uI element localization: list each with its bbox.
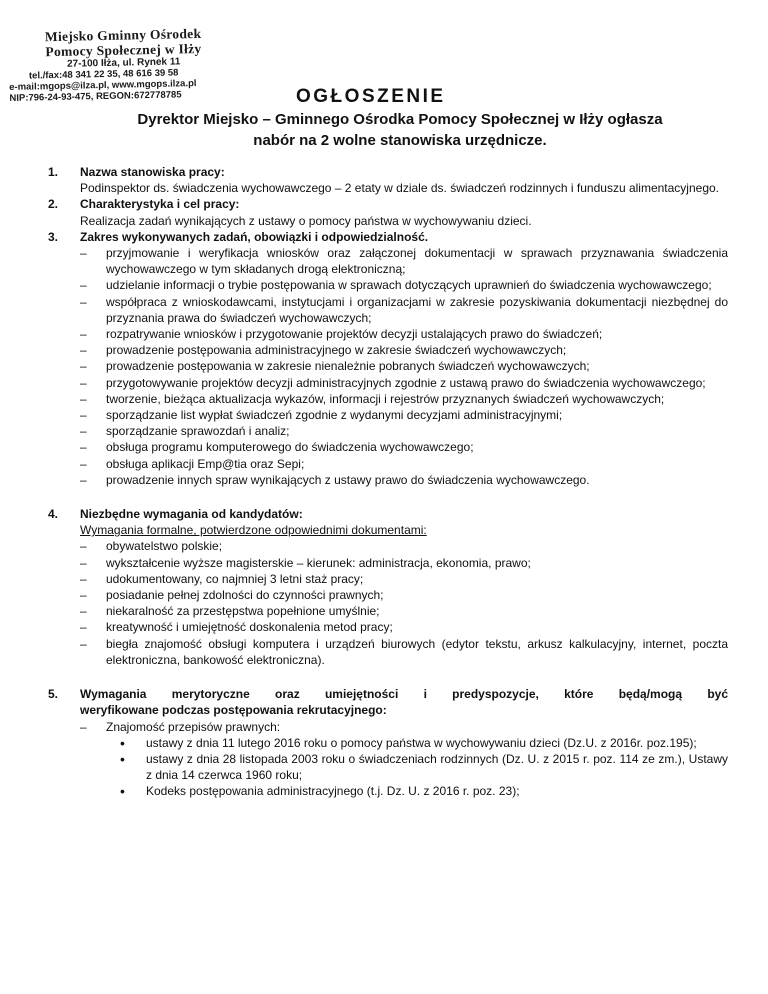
section-number: 5. <box>48 687 59 702</box>
section-title-line2: weryfikowane podczas postępowania rekrutacyjnego: <box>80 703 387 718</box>
org-name-line1: Miejsko Gminny Ośrodek <box>44 25 202 45</box>
list-item: • Kodeks postępowania administracyjnego (t.j. Dz. U. z 2016 r. poz. 23); <box>120 783 728 799</box>
list-item: – biegła znajomość obsługi komputera i urządzeń biurowych (edytor tekstu, arkusz kalkulacyjny, internet, poczta elektroniczna, bankowość elektroniczna). <box>80 636 728 668</box>
section-position-name <box>28 164 728 196</box>
list-item: • ustawy z dnia 28 listopada 2003 roku o świadczeniach rodzinnych (Dz. U. z 2015 r. poz. 114 ze zm.), Ustawy z dnia 14 czerwca 1960 roku; <box>120 751 728 783</box>
list-item: – sporządzanie sprawozdań i analiz; <box>80 423 728 439</box>
section-number: 4. <box>48 507 59 522</box>
duties-list <box>80 245 728 488</box>
list-item: – prowadzenie postępowania w zakresie nienależnie pobranych świadczeń wychowawczych; <box>80 358 728 374</box>
heading-line2: nabór na 2 wolne stanowiska urzędnicze. <box>253 132 547 149</box>
legal-acts-list <box>80 735 728 800</box>
org-phone: tel./fax:48 341 22 35, 48 616 39 58 <box>28 67 179 82</box>
list-item: – kreatywność i umiejętność doskonalenia metod pracy; <box>80 619 728 635</box>
heading-line1: Dyrektor Miejsko – Gminnego Ośrodka Pomocy Społecznej w Iłży ogłasza <box>137 111 663 128</box>
requirements-list <box>80 538 728 668</box>
list-item: – prowadzenie innych spraw wynikających z ustawy prawo do świadczenia wychowawczego. <box>80 472 728 488</box>
list-item: – współpraca z wnioskodawcami, instytucjami i organizacjami w zakresie pozyskiwania dokumentacji niezbędnej do przyznania prawa do świadczeń wychowawczych; <box>80 294 728 326</box>
list-item: • ustawy z dnia 11 lutego 2016 roku o pomocy państwa w wychowywaniu dzieci (Dz.U. z 2016r. poz.195); <box>120 735 728 751</box>
list-item: – wykształcenie wyższe magisterskie – kierunek: administracja, ekonomia, prawo; <box>80 555 728 571</box>
list-item: – posiadanie pełnej zdolności do czynności prawnych; <box>80 587 728 603</box>
section-title: Charakterystyka i cel pracy: <box>80 197 240 212</box>
list-item: – niekaralność za przestępstwa popełnione umyślnie; <box>80 603 728 619</box>
section-title-line1: Wymagania merytoryczne oraz umiejętności i predyspozycje, które będą/mogą być <box>80 687 728 702</box>
list-item: – obsługa aplikacji Emp@tia oraz Sepi; <box>80 456 728 472</box>
section-number: 1. <box>48 165 59 179</box>
list-item: – prowadzenie postępowania administracyjnego w zakresie świadczeń wychowawczych; <box>80 342 728 358</box>
section-number: 2. <box>48 197 59 212</box>
org-address: 27-100 Iłża, ul. Rynek 11 <box>66 56 181 70</box>
section-title: Niezbędne wymagania od kandydatów: <box>80 507 303 522</box>
section-number: 3. <box>48 229 59 244</box>
section-requirements <box>28 506 728 668</box>
section-text: Podinspektor ds. świadczenia wychowawczego – 2 etaty w dziale ds. świadczeń rodzinnych i funduszu alimentacyjnego. <box>80 181 720 196</box>
knowledge-label: – Znajomość przepisów prawnych: <box>80 719 728 735</box>
section-subtitle: Wymagania formalne, potwierdzone odpowiednimi dokumentami: <box>80 523 427 538</box>
list-item: – obywatelstwo polskie; <box>80 538 728 554</box>
list-item: – sporządzanie list wypłat świadczeń zgodnie z wydanymi decyzjami administracyjnymi; <box>80 407 728 423</box>
list-item: – obsługa programu komputerowego do świadczenia wychowawczego; <box>80 439 728 455</box>
list-item: – przygotowywanie projektów decyzji administracyjnych zgodnie z ustawą prawo do świadczenia wychowawczego; <box>80 375 728 391</box>
section-duties <box>28 229 728 488</box>
org-ids: NIP:796-24-93-475, REGON:672778785 <box>9 89 182 104</box>
list-item: – rozpatrywanie wniosków i przygotowanie projektów decyzji ustalających prawo do świadczeń; <box>80 326 728 342</box>
org-name-line2: Pomocy Społecznej w Iłży <box>45 40 202 60</box>
section-title: Zakres wykonywanych zadań, obowiązki i odpowiedzialność. <box>80 229 429 244</box>
list-item: – przyjmowanie i weryfikacja wniosków oraz załączonej dokumentacji w sprawach przyznawania świadczenia wychowawczego w tym składanych drogą elektroniczną; <box>80 245 728 277</box>
announcement-title: OGŁOSZENIE <box>296 86 446 107</box>
list-item: – udokumentowany, co najmniej 3 letni staż pracy; <box>80 571 728 587</box>
section-title: Nazwa stanowiska pracy: <box>80 165 225 179</box>
section-job-characteristics <box>28 196 728 228</box>
list-item: – udzielanie informacji o trybie postępowania w sprawach dotyczących uprawnień do świadczenia wychowawczego; <box>80 277 728 293</box>
section-text: Realizacja zadań wynikających z ustawy o pomocy państwa w wychowywaniu dzieci. <box>80 213 532 228</box>
announcement-body <box>28 164 728 800</box>
letterhead-stamp <box>8 24 279 104</box>
announcement-heading <box>60 109 740 151</box>
section-merit-requirements <box>28 686 728 799</box>
list-item: – tworzenie, bieżąca aktualizacja wykazów, informacji i rejestrów przyznanych świadczeń wychowawczych; <box>80 391 728 407</box>
org-email: e-mail:mgops@ilza.pl, www.mgops.ilza.pl <box>9 78 197 93</box>
